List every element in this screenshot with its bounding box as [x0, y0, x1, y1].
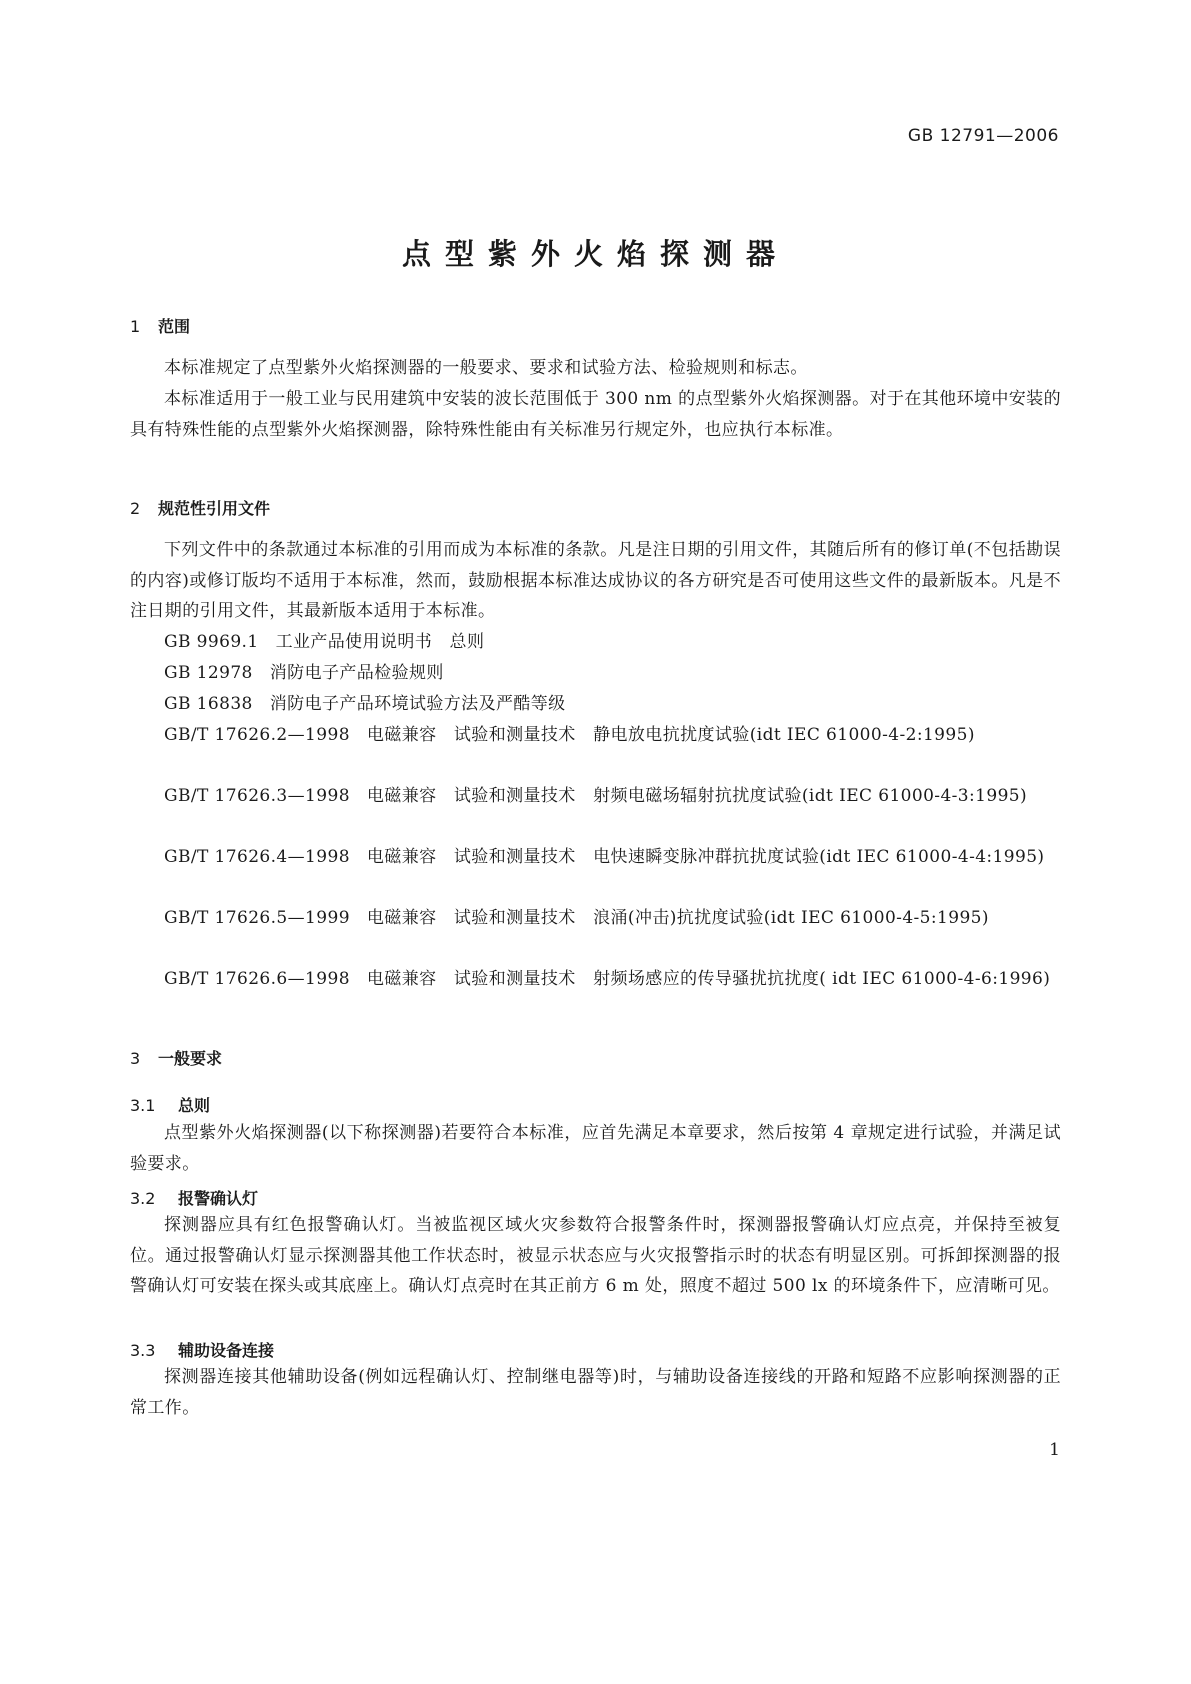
- subsection-heading-3-1: [130, 1093, 210, 1116]
- page-title: 点型紫外火焰探测器: [401, 237, 789, 271]
- section-heading-2: [130, 496, 270, 519]
- reference-title: 消防电子产品检验规则: [269, 663, 444, 683]
- reference-title: 消防电子产品环境试验方法及严酷等级: [269, 694, 566, 714]
- reference-item: [130, 627, 1061, 658]
- reference-code: GB 12978: [164, 663, 253, 683]
- reference-title: 电磁兼容 试验和测量技术 浪涌(冲击)抗扰度试验(idt IEC 61000-4-5:1995): [366, 908, 989, 928]
- section-title: 总则: [178, 1096, 211, 1115]
- section-number: 3.3: [130, 1341, 156, 1360]
- reference-title: 电磁兼容 试验和测量技术 射频场感应的传导骚扰抗扰度( idt IEC 61000-4-6:1996): [366, 969, 1051, 989]
- section-number: 3.2: [130, 1189, 156, 1208]
- standard-code: GB 12791—2006: [907, 126, 1059, 146]
- reference-title: 电磁兼容 试验和测量技术 电快速瞬变脉冲群抗扰度试验(idt IEC 61000-4-4:1995): [366, 847, 1045, 867]
- subsection-heading-3-3: [130, 1338, 274, 1361]
- reference-code: GB/T 17626.3—1998: [164, 786, 350, 806]
- reference-title: 电磁兼容 试验和测量技术 射频电磁场辐射抗扰度试验(idt IEC 61000-4-3:1995): [366, 786, 1028, 806]
- page-number: 1: [1049, 1440, 1060, 1460]
- reference-code: GB/T 17626.2—1998: [164, 725, 350, 745]
- reference-item: [130, 720, 1061, 751]
- paragraph: 本标准适用于一般工业与民用建筑中安装的波长范围低于 300 nm 的点型紫外火焰探测器。对于在其他环境中安装的具有特殊性能的点型紫外火焰探测器，除特殊性能由有关标准另行规定外，也应执行本标准。: [130, 389, 1061, 440]
- subsection-heading-3-2: [130, 1186, 258, 1209]
- paragraph: 探测器连接其他辅助设备(例如远程确认灯、控制继电器等)时，与辅助设备连接线的开路和短路不应影响探测器的正常工作。: [130, 1367, 1061, 1418]
- reference-code: GB/T 17626.4—1998: [164, 847, 350, 867]
- paragraph: 下列文件中的条款通过本标准的引用而成为本标准的条款。凡是注日期的引用文件，其随后所有的修订单(不包括勘误的内容)或修订版均不适用于本标准，然而，鼓励根据本标准达成协议的各方研究是否可使用这些文件的最新版本。凡是不注日期的引用文件，其最新版本适用于本标准。: [130, 540, 1061, 621]
- reference-item: [130, 842, 1061, 873]
- reference-item: [130, 658, 1061, 689]
- section-title: 规范性引用文件: [158, 499, 271, 518]
- reference-code: GB 16838: [164, 694, 253, 714]
- section-number: 3.1: [130, 1096, 156, 1115]
- reference-item: [130, 781, 1061, 812]
- reference-code: GB/T 17626.5—1999: [164, 908, 350, 928]
- paragraph: 本标准规定了点型紫外火焰探测器的一般要求、要求和试验方法、检验规则和标志。: [164, 358, 808, 378]
- section-number: 1: [130, 317, 141, 336]
- paragraph: 探测器应具有红色报警确认灯。当被监视区域火灾参数符合报警条件时，探测器报警确认灯应点亮，并保持至被复位。通过报警确认灯显示探测器其他工作状态时，被显示状态应与火灾报警指示时的状态有明显区别。可拆卸探测器的报警确认灯可安装在探头或其底座上。确认灯点亮时在其正前方 6 m 处，照度不超过 500 lx 的环境条件下，应清晰可见。: [130, 1215, 1061, 1296]
- section-title: 辅助设备连接: [178, 1341, 275, 1360]
- reference-code: GB/T 17626.6—1998: [164, 969, 350, 989]
- reference-title: 电磁兼容 试验和测量技术 静电放电抗扰度试验(idt IEC 61000-4-2:1995): [366, 725, 975, 745]
- section-title: 一般要求: [158, 1049, 223, 1068]
- section-title: 范围: [158, 317, 191, 336]
- reference-item: [130, 903, 1061, 934]
- section-number: 3: [130, 1049, 141, 1068]
- reference-title: 工业产品使用说明书 总则: [275, 632, 485, 652]
- section-heading-1: [130, 314, 190, 337]
- reference-item: [130, 689, 1061, 720]
- reference-item: [130, 964, 1061, 995]
- section-number: 2: [130, 499, 141, 518]
- reference-code: GB 9969.1: [164, 632, 259, 652]
- section-title: 报警确认灯: [178, 1189, 259, 1208]
- paragraph: 点型紫外火焰探测器(以下称探测器)若要符合本标准，应首先满足本章要求，然后按第 4 章规定进行试验，并满足试验要求。: [130, 1123, 1061, 1174]
- section-heading-3: [130, 1046, 222, 1069]
